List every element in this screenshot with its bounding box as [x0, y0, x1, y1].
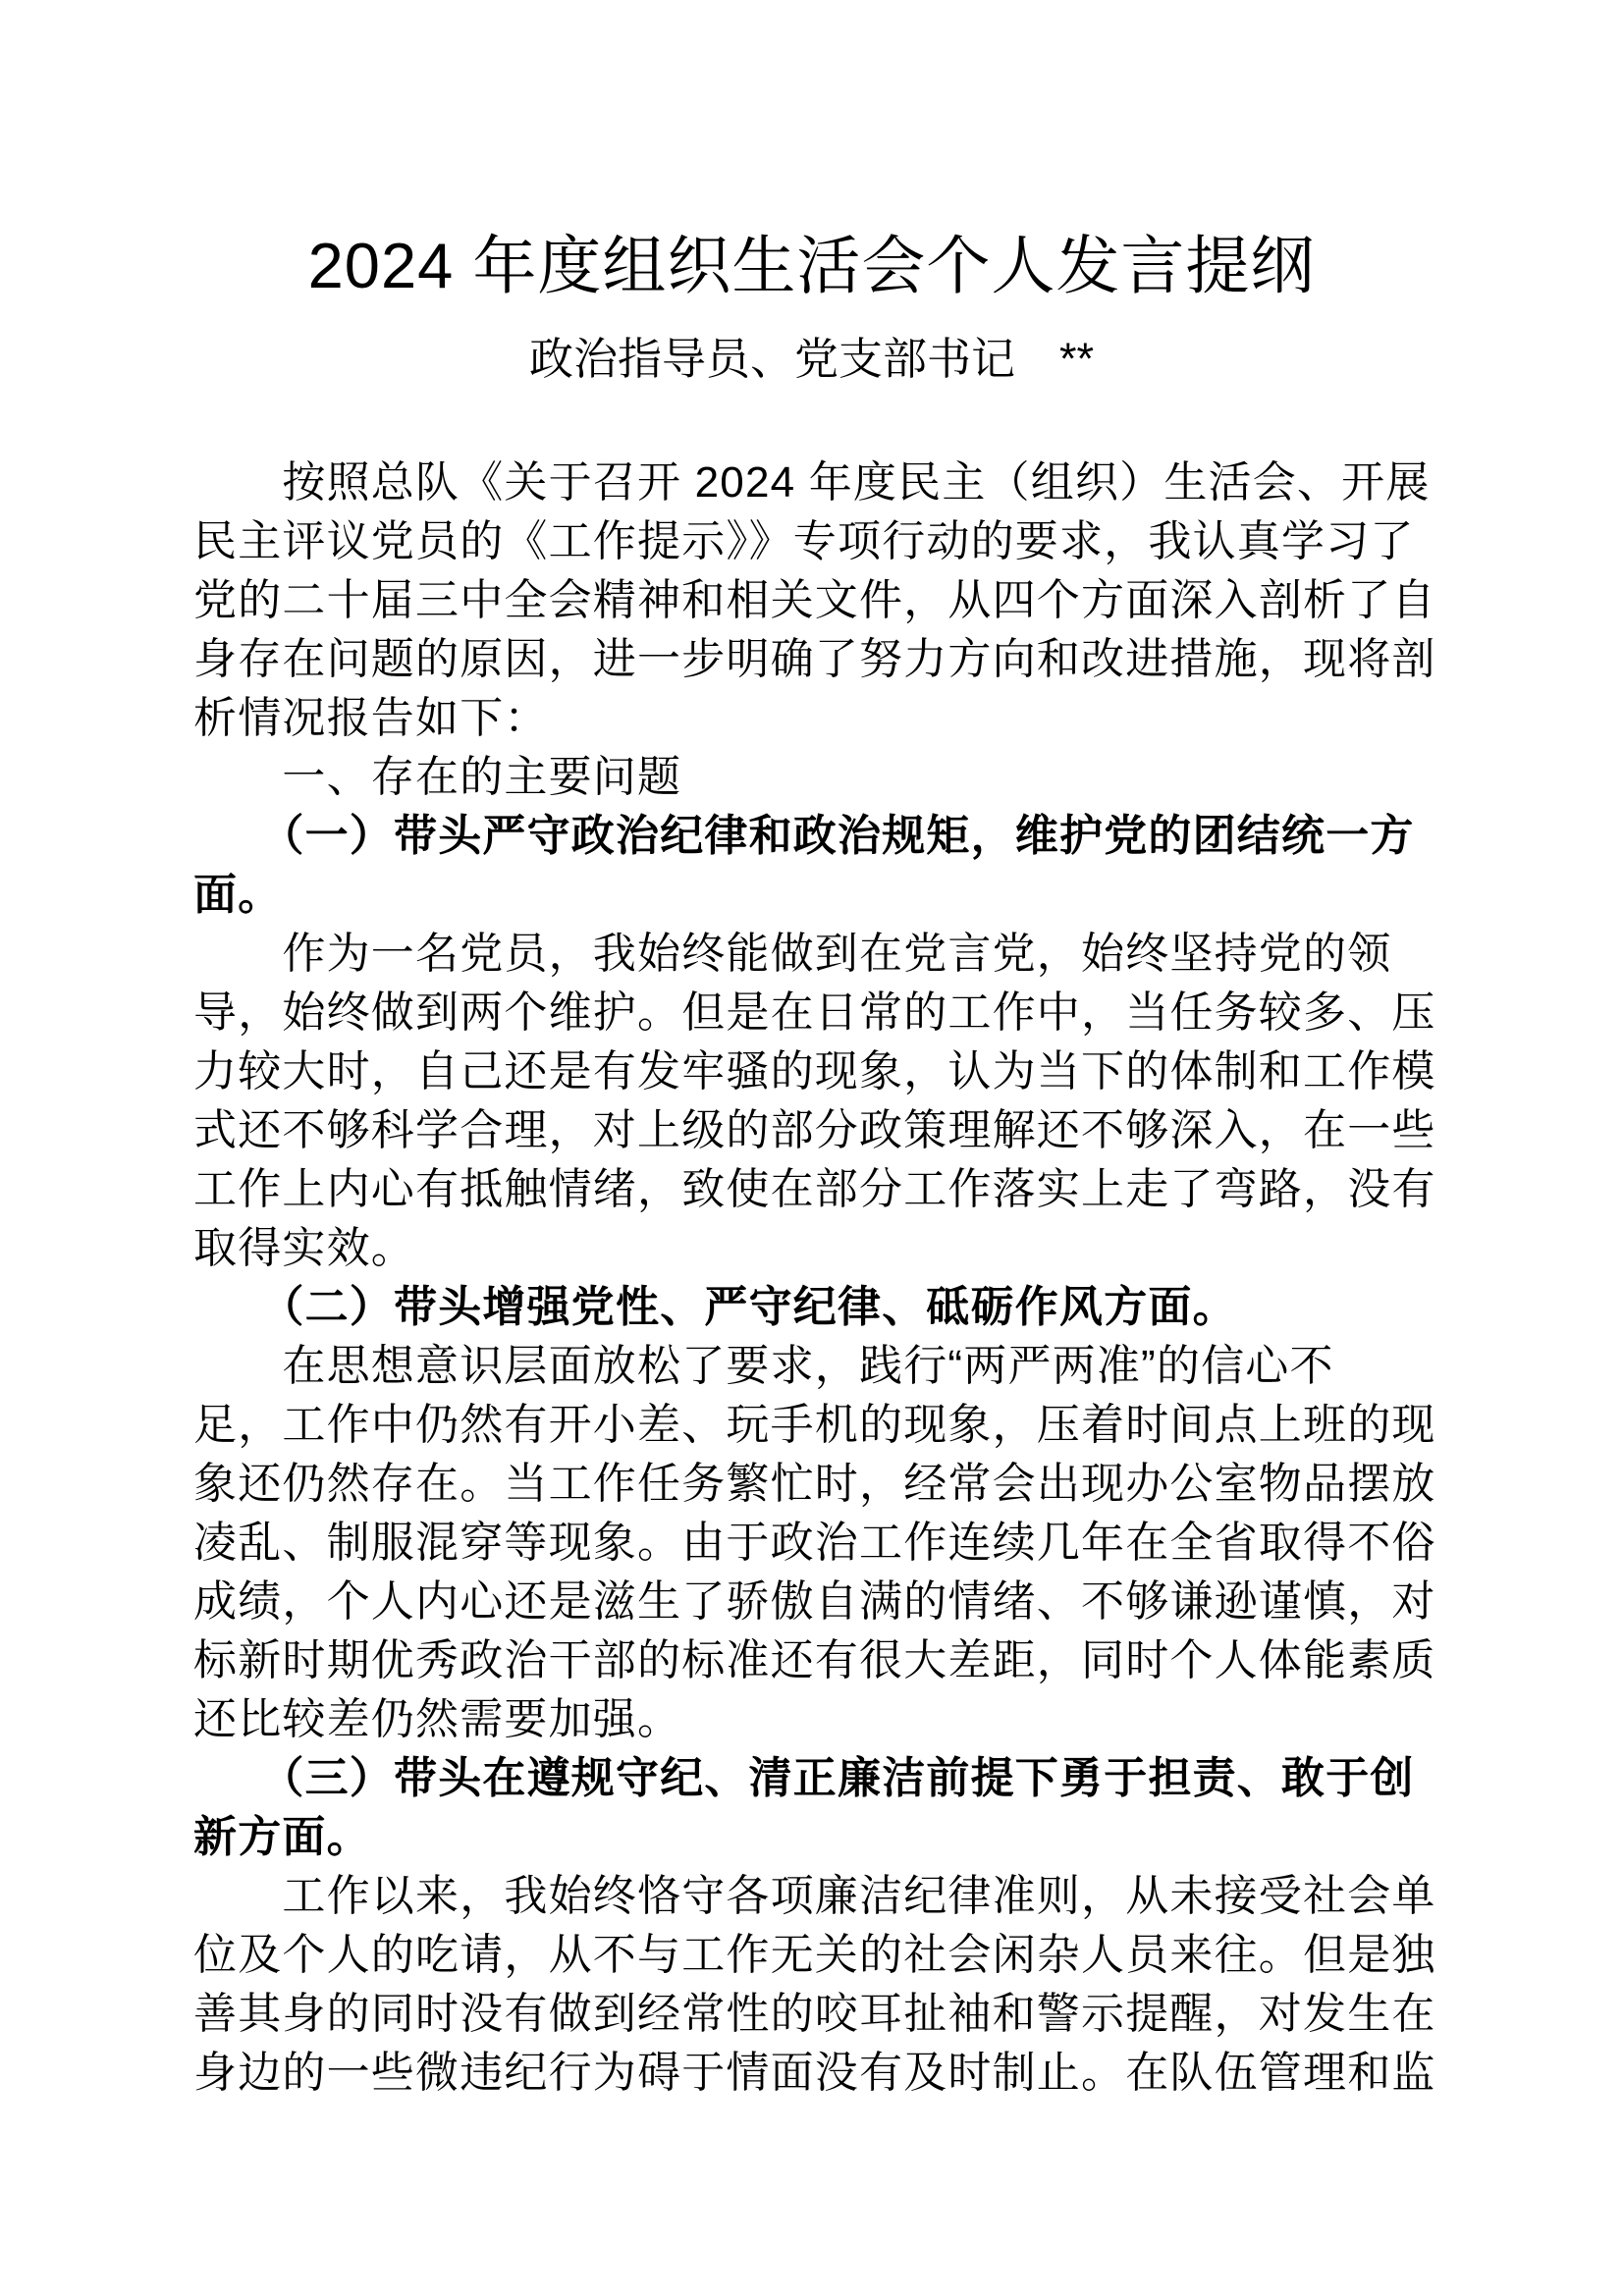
text-line: （二）带头增强党性、严守纪律、砥砺作风方面。: [193, 1283, 1237, 1331]
paragraph-heading: [193, 1278, 1440, 1337]
text-line: 导，始终做到两个维护。但是在日常的工作中，当任务较多、压: [193, 988, 1436, 1037]
text-line: 式还不够科学合理，对上级的部分政策理解还不够深入，在一些: [193, 1106, 1436, 1154]
text-line: 新方面。: [193, 1813, 371, 1861]
text-line: 身存在问题的原因，进一步明确了努力方向和改进措施，现将剖: [193, 635, 1436, 683]
paragraph-section: [193, 748, 1440, 807]
text-line: 象还仍然存在。当工作任务繁忙时，经常会出现办公室物品摆放: [193, 1460, 1436, 1508]
paragraph-body: [193, 1867, 1440, 2103]
paragraph-body: [193, 925, 1440, 1278]
document-subtitle: 政治指导员、党支部书记 **: [528, 334, 1095, 384]
paragraph-heading: [193, 1749, 1440, 1867]
text-line: 足，工作中仍然有开小差、玩手机的现象，压着时间点上班的现: [193, 1401, 1436, 1449]
text-line: 析情况报告如下：: [193, 694, 549, 742]
text-line: 党的二十届三中全会精神和相关文件，从四个方面深入剖析了自: [193, 576, 1436, 624]
text-line: 一、存在的主要问题: [193, 753, 682, 801]
paragraph-body: [193, 454, 1440, 748]
text-line: 面。: [193, 871, 283, 919]
text-line: 善其身的同时没有做到经常性的咬耳扯袖和警示提醒，对发生在: [193, 1990, 1436, 2038]
text-line: 工作上内心有抵触情绪，致使在部分工作落实上走了弯路，没有: [193, 1165, 1436, 1213]
text-line: 成绩，个人内心还是滋生了骄傲自满的情绪、不够谦逊谨慎，对: [193, 1577, 1436, 1626]
text-line: 民主评议党员的《工作提示》》专项行动的要求，我认真学习了: [193, 517, 1415, 565]
text-line: 作为一名党员，我始终能做到在党言党，始终坚持党的领: [193, 930, 1392, 978]
text-line: 凌乱、制服混穿等现象。由于政治工作连续几年在全省取得不俗: [193, 1519, 1436, 1567]
document-body: [193, 454, 1440, 2103]
text-line: 按照总队《关于召开 2024 年度民主（组织）生活会、开展: [193, 458, 1431, 507]
text-line: 标新时期优秀政治干部的标准还有很大差距，同时个人体能素质: [193, 1636, 1436, 1684]
text-line: （三）带头在遵规守纪、清正廉洁前提下勇于担责、敢于创: [193, 1754, 1415, 1802]
text-line: 位及个人的吃请，从不与工作无关的社会闲杂人员来往。但是独: [193, 1931, 1436, 1979]
text-line: 还比较差仍然需要加强。: [193, 1695, 682, 1743]
text-line: 力较大时，自己还是有发牢骚的现象，认为当下的体制和工作模: [193, 1047, 1436, 1095]
paragraph-heading: [193, 807, 1440, 925]
text-line: 身边的一些微违纪行为碍于情面没有及时制止。在队伍管理和监: [193, 2049, 1436, 2097]
text-line: 工作以来，我始终恪守各项廉洁纪律准则，从未接受社会单: [193, 1872, 1436, 1920]
text-line: 取得实效。: [193, 1224, 415, 1272]
text-line: 在思想意识层面放松了要求，践行“两严两准”的信心不: [193, 1342, 1334, 1390]
paragraph-body: [193, 1337, 1440, 1749]
document-title: 2024 年度组织生活会个人发言提纲: [307, 230, 1316, 301]
text-line: （一）带头严守政治纪律和政治规矩，维护党的团结统一方: [193, 812, 1415, 860]
